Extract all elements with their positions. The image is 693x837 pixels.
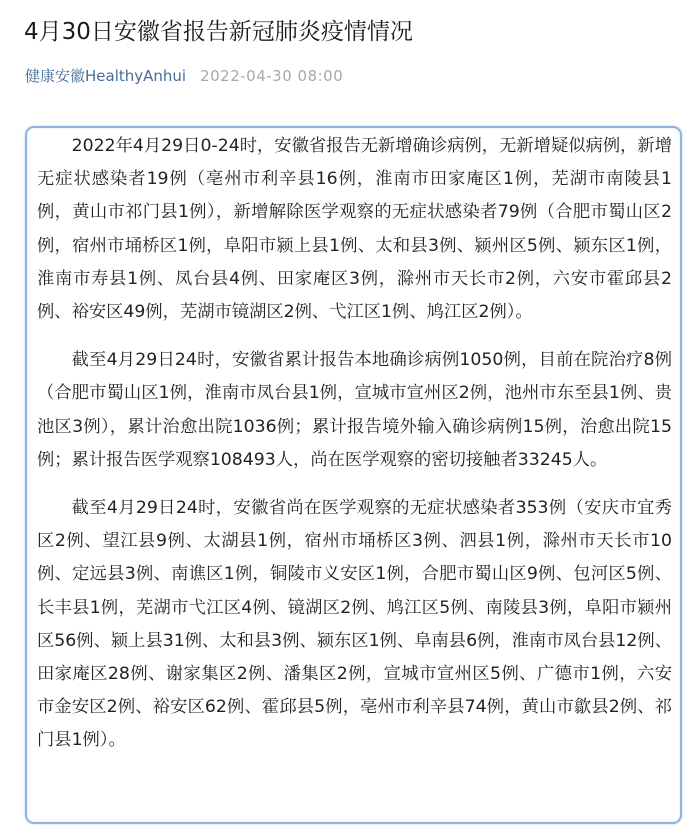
article-content-box [25,126,682,824]
paragraph-new-cases: 2022年4月29日0-24时，安徽省报告无新增确诊病例，无新增疑似病例，新增无症状感染者19例（亳州市利辛县16例，淮南市田家庵区1例，芜湖市南陵县1例，黄山市祁门县1例），新增解除医学观察的无症状感染者79例（合肥市蜀山区2例，宿州市埇桥区1例，阜阳市颍上县1例、太和县3例、颍州区5例、颍东区1例，淮南市寿县1例、凤台县4例、田家庵区3例，滁州市天长市2例，六安市霍邱县2例、裕安区49例，芜湖市镜湖区2例、弋江区1例、鸠江区2例）。 [37,136,672,323]
source-link[interactable]: 健康安徽HealthyAnhui [25,67,187,85]
paragraph-cumulative-cases: 截至4月29日24时，安徽省累计报告本地确诊病例1050例，目前在院治疗8例（合肥市蜀山区1例，淮南市凤台县1例，宣城市宣州区2例，池州市东至县1例、贵池区3例），累计治愈出院1036例；累计报告境外输入确诊病例15例，治愈出院15例；累计报告医学观察108493人，尚在医学观察的密切接触者33245人。 [37,350,672,470]
publish-date: 2022-04-30 08:00 [200,67,344,85]
article-title: 4月30日安徽省报告新冠肺炎疫情情况 [24,19,413,45]
article-meta [25,66,343,86]
paragraph-asymptomatic-under-observation: 截至4月29日24时，安徽省尚在医学观察的无症状感染者353例（安庆市宜秀区2例、望江县9例、太湖县1例，宿州市埇桥区3例、泗县1例，滁州市天长市10例、定远县3例、南谯区1例，铜陵市义安区1例，合肥市蜀山区9例、包河区5例、长丰县1例，芜湖市弋江区4例、镜湖区2例、鸠江区5例、南陵县3例，阜阳市颍州区56例、颍上县31例、太和县3例、颍东区1例、阜南县6例，淮南市凤台县12例、田家庵区28例、谢家集区2例、潘集区2例，宣城市宣州区5例、广德市1例，六安市金安区2例、裕安区62例、霍邱县5例，亳州市利辛县74例，黄山市歙县2例、祁门县1例）。 [37,498,672,751]
